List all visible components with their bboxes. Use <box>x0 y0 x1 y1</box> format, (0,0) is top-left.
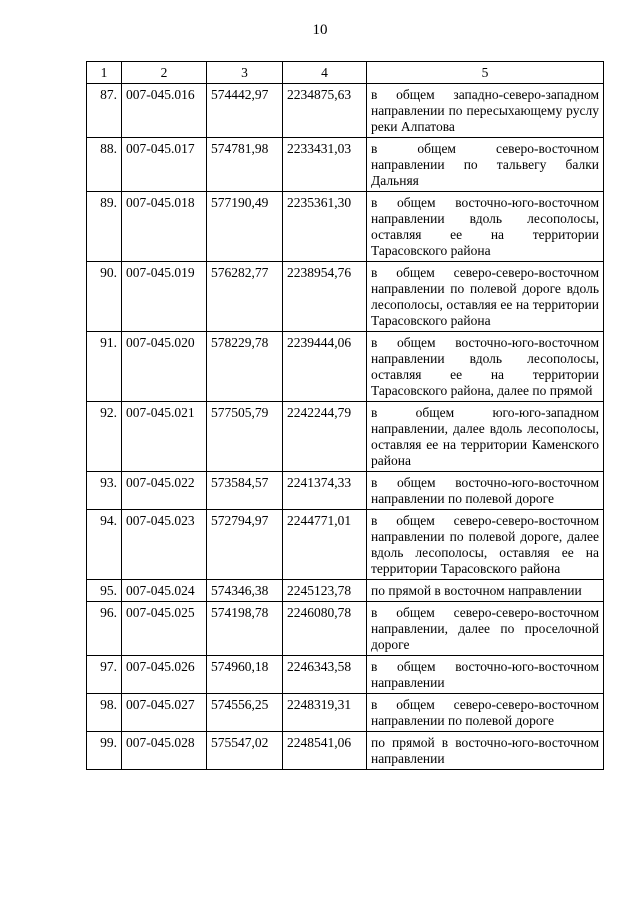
table-row <box>87 138 604 192</box>
header-cell-5: 5 <box>367 62 604 84</box>
x-coordinate-cell: 573584,57 <box>207 472 283 510</box>
direction-description-cell: в общем восточно-юго-восточном направлении вдоль лесополосы, оставляя ее на территории Тарасовского района <box>367 192 604 262</box>
row-number-cell: 91. <box>87 332 122 402</box>
point-code-cell: 007-045.019 <box>122 262 207 332</box>
x-coordinate-cell: 574442,97 <box>207 84 283 138</box>
row-number-cell: 97. <box>87 656 122 694</box>
y-coordinate-cell: 2234875,63 <box>283 84 367 138</box>
point-code-cell: 007-045.025 <box>122 602 207 656</box>
x-coordinate-cell: 577505,79 <box>207 402 283 472</box>
point-code-cell: 007-045.026 <box>122 656 207 694</box>
y-coordinate-cell: 2242244,79 <box>283 402 367 472</box>
page-number: 10 <box>312 22 328 38</box>
y-coordinate-cell: 2245123,78 <box>283 580 367 602</box>
y-coordinate-cell: 2248541,06 <box>283 732 367 770</box>
direction-description-cell: в общем северо-северо-восточном направлении по полевой дороге вдоль лесополосы, оставляя ее на территории Тарасовского района <box>367 262 604 332</box>
row-number-cell: 95. <box>87 580 122 602</box>
point-code-cell: 007-045.022 <box>122 472 207 510</box>
y-coordinate-cell: 2246343,58 <box>283 656 367 694</box>
point-code-cell: 007-045.023 <box>122 510 207 580</box>
x-coordinate-cell: 574781,98 <box>207 138 283 192</box>
table-row <box>87 602 604 656</box>
x-coordinate-cell: 576282,77 <box>207 262 283 332</box>
table-row <box>87 84 604 138</box>
point-code-cell: 007-045.028 <box>122 732 207 770</box>
point-code-cell: 007-045.027 <box>122 694 207 732</box>
x-coordinate-cell: 578229,78 <box>207 332 283 402</box>
header-cell-2: 2 <box>122 62 207 84</box>
header-cell-1: 1 <box>87 62 122 84</box>
boundary-points-table <box>86 61 604 770</box>
row-number-cell: 99. <box>87 732 122 770</box>
point-code-cell: 007-045.020 <box>122 332 207 402</box>
x-coordinate-cell: 574198,78 <box>207 602 283 656</box>
table-row <box>87 332 604 402</box>
y-coordinate-cell: 2239444,06 <box>283 332 367 402</box>
direction-description-cell: в общем восточно-юго-восточном направлении вдоль лесополосы, оставляя ее на территории Тарасовского района, далее по прямой <box>367 332 604 402</box>
direction-description-cell: в общем северо-северо-восточном направлении по полевой дороге <box>367 694 604 732</box>
table-row <box>87 510 604 580</box>
row-number-cell: 98. <box>87 694 122 732</box>
x-coordinate-cell: 575547,02 <box>207 732 283 770</box>
x-coordinate-cell: 574346,38 <box>207 580 283 602</box>
table-row <box>87 402 604 472</box>
table-header-row <box>87 62 604 84</box>
row-number-cell: 93. <box>87 472 122 510</box>
y-coordinate-cell: 2233431,03 <box>283 138 367 192</box>
table-row <box>87 694 604 732</box>
y-coordinate-cell: 2244771,01 <box>283 510 367 580</box>
direction-description-cell: по прямой в восточно-юго-восточном направлении <box>367 732 604 770</box>
x-coordinate-cell: 577190,49 <box>207 192 283 262</box>
table-row <box>87 656 604 694</box>
direction-description-cell: в общем восточно-юго-восточном направлении <box>367 656 604 694</box>
direction-description-cell: в общем северо-северо-восточном направлении, далее по проселочной дороге <box>367 602 604 656</box>
point-code-cell: 007-045.021 <box>122 402 207 472</box>
point-code-cell: 007-045.024 <box>122 580 207 602</box>
point-code-cell: 007-045.016 <box>122 84 207 138</box>
point-code-cell: 007-045.018 <box>122 192 207 262</box>
row-number-cell: 96. <box>87 602 122 656</box>
direction-description-cell: в общем юго-юго-западном направлении, далее вдоль лесополосы, оставляя ее на территории Каменского района <box>367 402 604 472</box>
y-coordinate-cell: 2235361,30 <box>283 192 367 262</box>
row-number-cell: 94. <box>87 510 122 580</box>
direction-description-cell: в общем северо-северо-восточном направлении по полевой дороге, далее вдоль лесополосы, оставляя ее на территории Тарасовского района <box>367 510 604 580</box>
x-coordinate-cell: 572794,97 <box>207 510 283 580</box>
direction-description-cell: по прямой в восточном направлении <box>367 580 604 602</box>
direction-description-cell: в общем восточно-юго-восточном направлении по полевой дороге <box>367 472 604 510</box>
direction-description-cell: в общем северо-восточном направлении по тальвегу балки Дальняя <box>367 138 604 192</box>
header-cell-4: 4 <box>283 62 367 84</box>
y-coordinate-cell: 2238954,76 <box>283 262 367 332</box>
header-cell-3: 3 <box>207 62 283 84</box>
row-number-cell: 90. <box>87 262 122 332</box>
row-number-cell: 87. <box>87 84 122 138</box>
table-row <box>87 262 604 332</box>
row-number-cell: 89. <box>87 192 122 262</box>
point-code-cell: 007-045.017 <box>122 138 207 192</box>
y-coordinate-cell: 2241374,33 <box>283 472 367 510</box>
table-row <box>87 472 604 510</box>
y-coordinate-cell: 2248319,31 <box>283 694 367 732</box>
y-coordinate-cell: 2246080,78 <box>283 602 367 656</box>
x-coordinate-cell: 574556,25 <box>207 694 283 732</box>
table-row <box>87 732 604 770</box>
direction-description-cell: в общем западно-северо-западном направлении по пересыхающему руслу реки Алпатова <box>367 84 604 138</box>
table-row <box>87 580 604 602</box>
x-coordinate-cell: 574960,18 <box>207 656 283 694</box>
row-number-cell: 92. <box>87 402 122 472</box>
table-row <box>87 192 604 262</box>
row-number-cell: 88. <box>87 138 122 192</box>
